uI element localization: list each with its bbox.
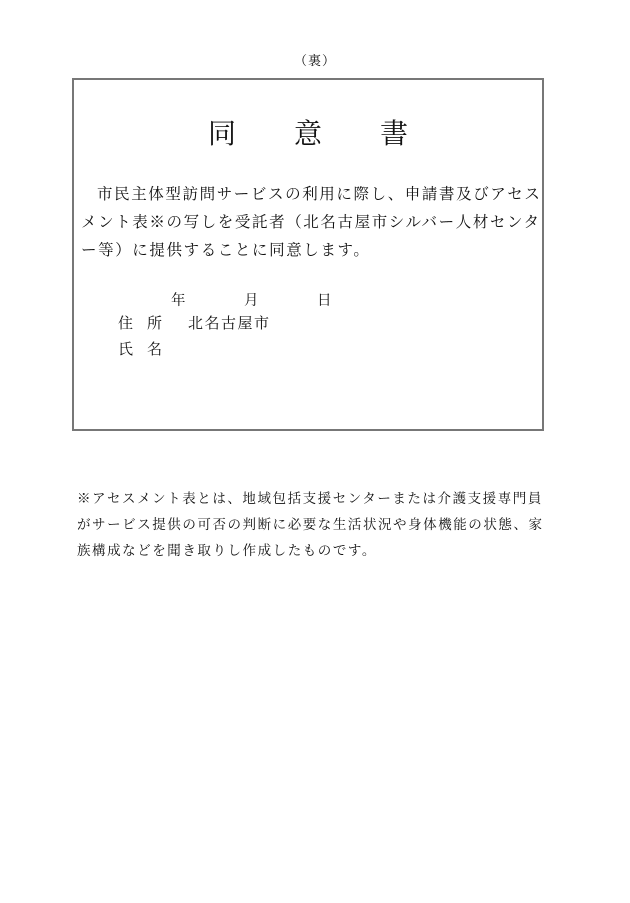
address-value: 北名古屋市 (188, 314, 271, 332)
day-label: 日 (317, 293, 332, 309)
name-label: 氏名 (118, 340, 177, 358)
address-row (118, 312, 271, 334)
address-label: 住所 (118, 314, 177, 332)
consent-title: 同意書 (207, 117, 466, 150)
consent-form-box (72, 78, 544, 431)
consent-statement: 市民主体型訪問サービスの利用に際し、申請書及びアセスメント表※の写しを受託者（北名古屋市シルバー人材センター等）に提供することに同意します。 (81, 185, 542, 259)
date-line (74, 289, 542, 309)
page-side-label: （裏） (293, 54, 336, 69)
assessment-footnote: ※アセスメント表とは、地域包括支援センターまたは介護支援専門員がサービス提供の可否の判断に必要な生活状況や身体機能の状態、家族構成などを聞き取りし作成したものです。 (77, 491, 544, 559)
year-label: 年 (171, 293, 186, 309)
name-row (118, 338, 188, 360)
month-label: 月 (244, 293, 259, 309)
